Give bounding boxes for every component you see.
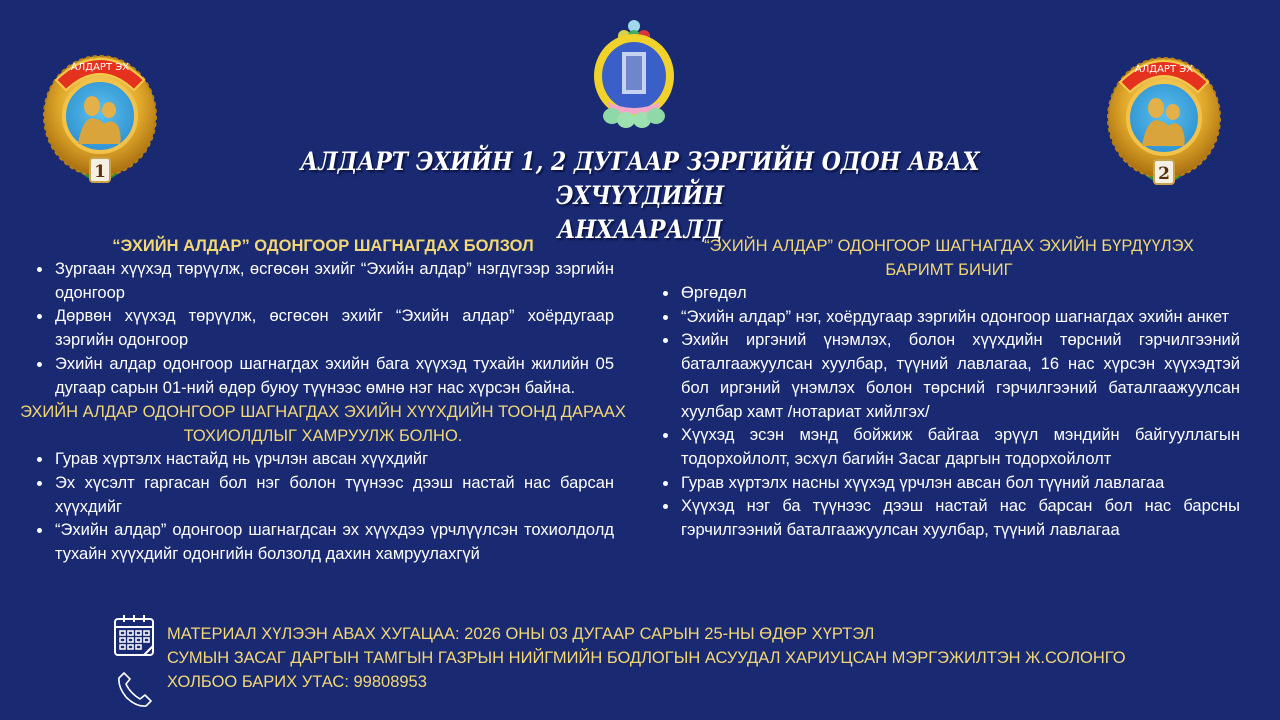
title-line-2: АНХААРАЛД [557, 215, 723, 244]
medal-badge-second-degree [1106, 42, 1222, 192]
svg-text:АЛДАРТ ЭХ: АЛДАРТ ЭХ [1134, 64, 1194, 75]
page-title [244, 145, 1036, 247]
section-heading: “ЭХИЙН АЛДАР” ОДОНГООР ШАГНАГДАХ БОЛЗОЛ [112, 237, 534, 255]
medal-icon [1106, 42, 1222, 192]
deadline-text: МАТЕРИАЛ ХҮЛЭЭН АВАХ ХУГАЦАА: 2026 ОНЫ 03 ДУГААР САРЫН 25-НЫ ӨДӨР ХҮРТЭЛ [167, 625, 875, 643]
list-item: Эхийн алдар одонгоор шагнагдах эхийн бага хүүхэд тухайн жилийн 05 дугаар сарын 01-ний өдөр буюу түүнээс өмнө нэг нас хүрсэн байна. [32, 353, 614, 400]
svg-text:2: 2 [1158, 164, 1170, 184]
title-line-1: АЛДАРТ ЭХИЙН 1, 2 ДУГААР ЗЭРГИЙН ОДОН АВАХ ЭХЧҮҮДИЙН [300, 147, 980, 210]
list-item: Эхийн иргэний үнэмлэх, болон хүүхдийн төрсний гэрчилгээний баталгаажуулсан хуулбар, түүний лавлагаа, 16 нас хүрсэн хүүхэдтэй бол иргэний үнэмлэх болон төрсний гэрчилгээний баталгаажуулсан хуулбар хамт /нотариат хийлгэх/ [658, 329, 1240, 424]
phone-text: ХОЛБОО БАРИХ УТАС: 99808953 [167, 673, 427, 691]
included-cases-list [32, 448, 614, 567]
conditions-list [32, 258, 614, 400]
list-item: Гурав хүртэлх насны хүүхэд үрчлэн авсан бол түүний лавлагаа [658, 472, 1240, 496]
list-item: Эх хүсэлт гаргасан бол нэг болон түүнээс дээш настай нас барсан хүүхдийг [32, 472, 614, 519]
section-subheading: ЭХИЙН АЛДАР ОДОНГООР ШАГНАГДАХ ЭХИЙН ХҮҮХДИЙН ТООНД ДАРААХ ТОХИОЛДЛЫГ ХАМРУУЛЖ БОЛНО. [20, 403, 626, 446]
list-item: Өргөдөл [658, 282, 1240, 306]
state-emblem [588, 18, 680, 128]
phone-icon [116, 669, 156, 709]
list-item: Хүүхэд эсэн мэнд бойжиж байгаа эрүүл мэндийн байгууллагын тодорхойлолт, эсхүл багийн Засаг даргын тодорхойлолт [658, 424, 1240, 471]
footer-icons [112, 612, 158, 714]
medal-badge-first-degree [42, 40, 158, 190]
svg-text:АЛДАРТ ЭХ: АЛДАРТ ЭХ [70, 62, 130, 73]
documents-list [658, 282, 1240, 543]
list-item: “Эхийн алдар” одонгоор шагнагдсан эх хүүхдээ үрчлүүлсэн тохиолдолд тухайн хүүхдийг одонгийн болзолд дахин хамруулахгүй [32, 519, 614, 566]
list-item: Гурав хүртэлх настайд нь үрчлэн авсан хүүхдийг [32, 448, 614, 472]
list-item: Хүүхэд нэг ба түүнээс дээш настай нас барсан бол нас барсны гэрчилгээний баталгаажуулсан хуулбар, түүний лавлагаа [658, 495, 1240, 542]
calendar-icon [112, 612, 156, 658]
contact-person-text: СУМЫН ЗАСАГ ДАРГЫН ТАМГЫН ГАЗРЫН НИЙГМИЙН БОДЛОГЫН АСУУДАЛ ХАРИУЦСАН МЭРГЭЖИЛТЭН Ж.СОЛОНГО [167, 649, 1126, 667]
award-conditions-section [20, 234, 626, 567]
emblem-icon [588, 18, 680, 128]
list-item: Зургаан хүүхэд төрүүлж, өсгөсөн эхийг “Эхийн алдар” нэгдүгээр зэргийн одонгоор [32, 258, 614, 305]
list-item: Дөрвөн хүүхэд төрүүлж, өсгөсөн эхийг “Эхийн алдар” хоёрдугаар зэргийн одонгоор [32, 305, 614, 352]
section-heading: “ЭХИЙН АЛДАР” ОДОНГООР ШАГНАГДАХ ЭХИЙН БҮРДҮҮЛЭХ БАРИМТ БИЧИГ [704, 237, 1194, 279]
svg-text:1: 1 [94, 162, 106, 182]
footer-text [167, 622, 1126, 694]
list-item: “Эхийн алдар” нэг, хоёрдугаар зэргийн одонгоор шагнагдах эхийн анкет [658, 306, 1240, 330]
required-documents-section [658, 234, 1240, 543]
medal-icon [42, 40, 158, 190]
